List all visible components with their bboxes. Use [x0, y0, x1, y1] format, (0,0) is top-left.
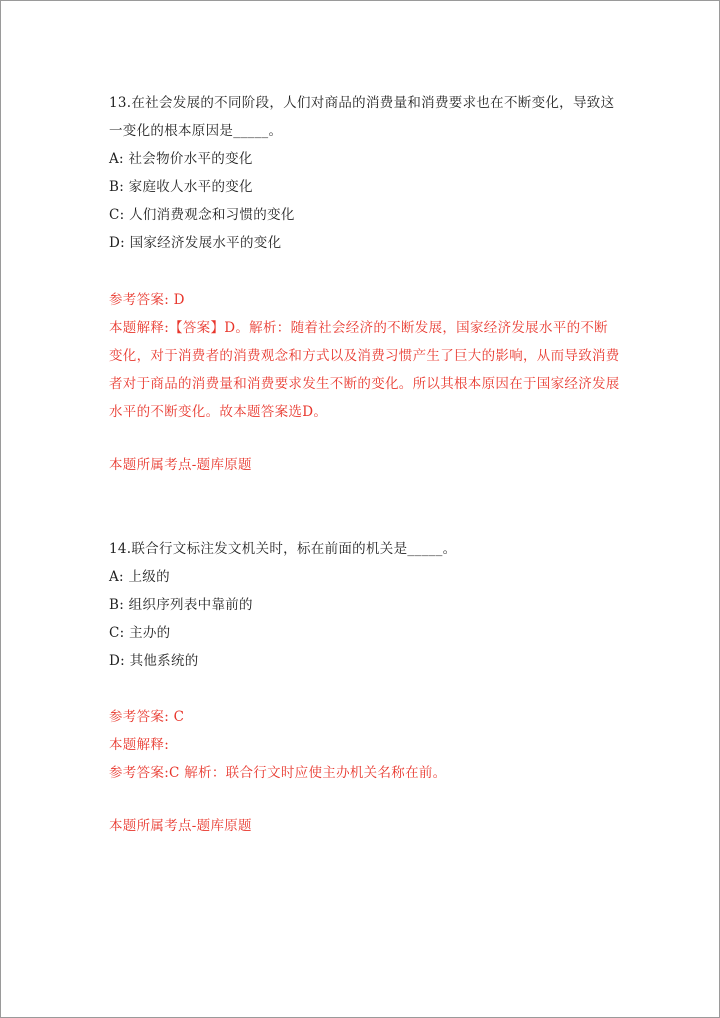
- explanation: 参考答案:C 解析：联合行文时应使主办机关名称在前。: [109, 765, 447, 781]
- answer-line: 参考答案: C: [109, 709, 185, 725]
- option-a: A: 社会物价水平的变化: [109, 151, 253, 167]
- option-d: D: 国家经济发展水平的变化: [109, 235, 282, 251]
- question-block: [109, 89, 621, 479]
- question-stem: 13.在社会发展的不同阶段，人们对商品的消费量和消费要求也在不断变化，导致这一变化的根本原因是_____。: [109, 95, 615, 139]
- question-stem: 14.联合行文标注发文机关时，标在前面的机关是_____。: [109, 541, 457, 557]
- explanation-label: 本题解释:: [109, 737, 170, 753]
- knowledge-point: 本题所属考点-题库原题: [109, 818, 252, 834]
- option-c: C: 主办的: [109, 625, 171, 641]
- knowledge-point: 本题所属考点-题库原题: [109, 457, 252, 473]
- page-content: [109, 89, 621, 840]
- option-b: B: 组织序列表中靠前的: [109, 597, 253, 613]
- answer-line: 参考答案: D: [109, 292, 185, 308]
- option-c: C: 人们消费观念和习惯的变化: [109, 207, 295, 223]
- question-block: [109, 535, 621, 840]
- option-d: D: 其他系统的: [109, 653, 199, 669]
- explanation: 本题解释:【答案】D。解析：随着社会经济的不断发展，国家经济发展水平的不断变化，对于消费者的消费观念和方式以及消费习惯产生了巨大的影响，从而导致消费者对于商品的消费量和消费要求发生不断的变化。所以其根本原因在于国家经济发展水平的不断变化。故本题答案选D。: [109, 320, 620, 420]
- option-a: A: 上级的: [109, 569, 170, 585]
- option-b: B: 家庭收人水平的变化: [109, 179, 253, 195]
